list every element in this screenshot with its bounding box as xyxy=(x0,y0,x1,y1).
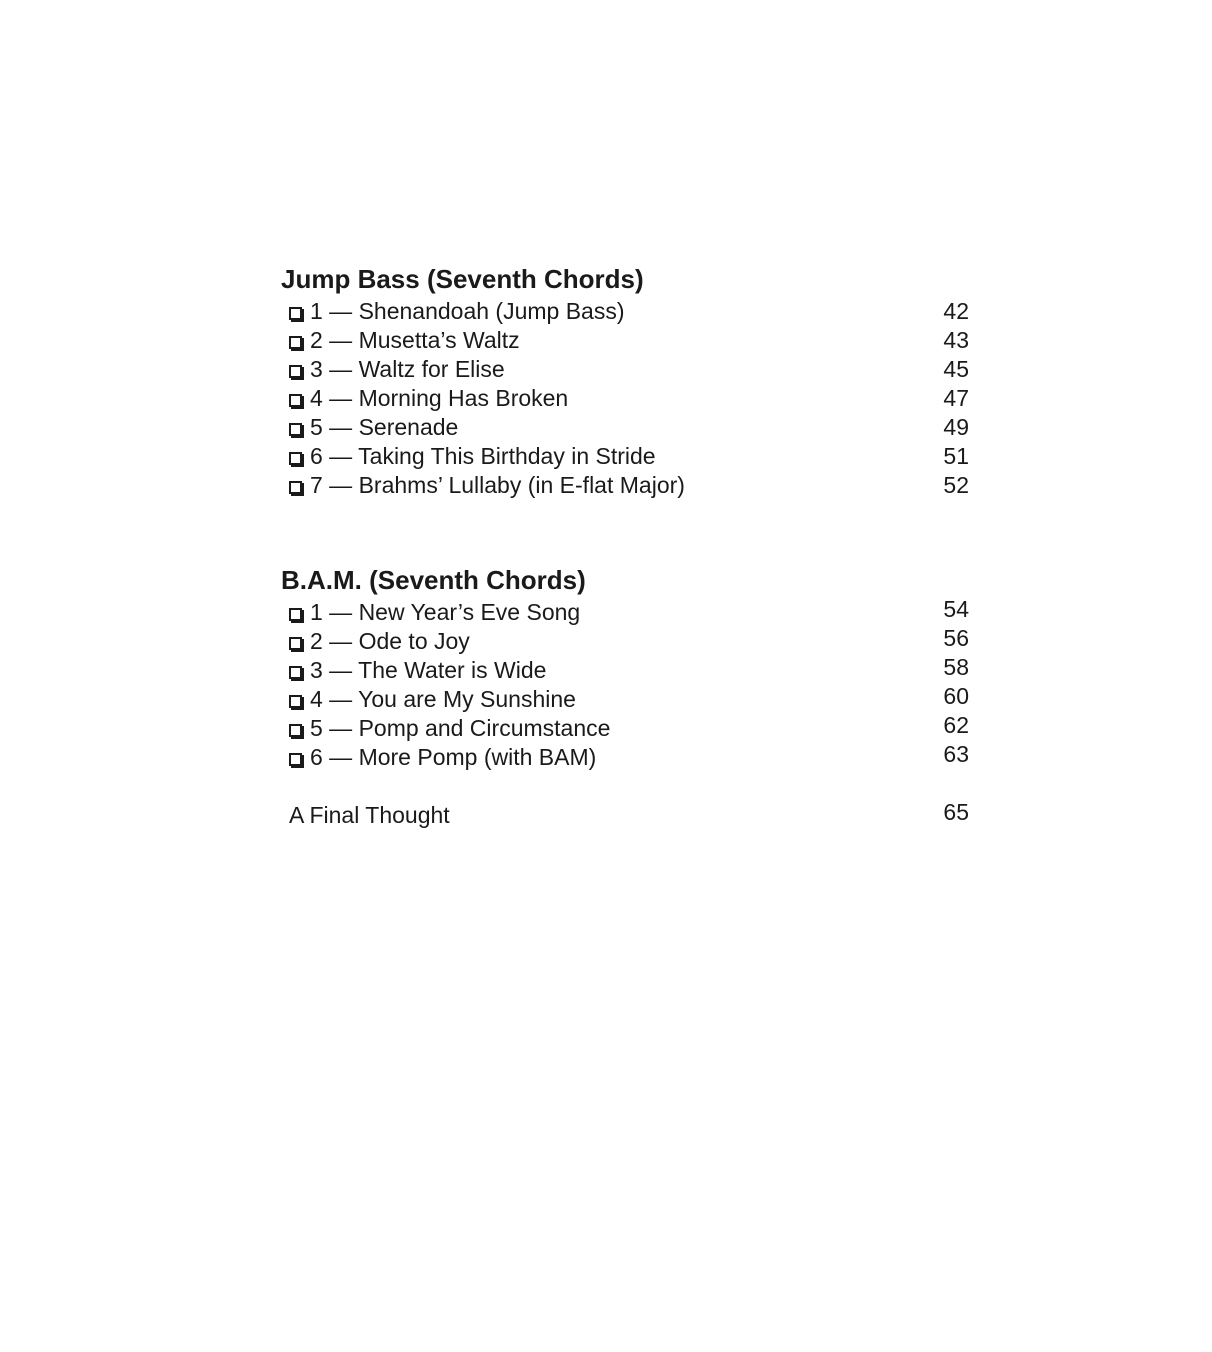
entry-label-wrap xyxy=(289,471,685,500)
entry-title: 5 — Pomp and Circumstance xyxy=(310,715,611,741)
entry-page-number: 42 xyxy=(943,298,969,324)
entry-label-wrap xyxy=(289,714,610,743)
toc-entry xyxy=(281,656,971,685)
entry-title: 5 — Serenade xyxy=(310,414,459,440)
entry-title: 2 — Musetta’s Waltz xyxy=(310,327,520,353)
entry-page-number: 62 xyxy=(943,712,969,738)
toc-entry xyxy=(281,297,971,326)
toc-section-bam xyxy=(281,565,971,772)
toc-entry xyxy=(281,326,971,355)
entry-title: A Final Thought xyxy=(289,802,450,828)
checkbox-icon[interactable] xyxy=(289,394,302,407)
toc-entry xyxy=(281,413,971,442)
checkbox-icon[interactable] xyxy=(289,452,302,465)
entry-title: 7 — Brahms’ Lullaby (in E-flat Major) xyxy=(310,472,685,498)
checkbox-icon[interactable] xyxy=(289,423,302,436)
section-title: Jump Bass (Seventh Chords) xyxy=(281,264,644,294)
entry-title: 2 — Ode to Joy xyxy=(310,628,470,654)
entry-title: 1 — New Year’s Eve Song xyxy=(310,599,581,625)
checkbox-icon[interactable] xyxy=(289,637,302,650)
toc-final-thought xyxy=(281,801,971,830)
toc-entry xyxy=(281,471,971,500)
entry-page-number: 45 xyxy=(943,356,969,382)
toc-entry xyxy=(281,598,971,627)
entry-page-number: 56 xyxy=(943,625,969,651)
toc-entry xyxy=(281,801,971,830)
entry-page-number: 54 xyxy=(943,596,969,622)
toc-entry xyxy=(281,743,971,772)
entry-label-wrap xyxy=(289,355,505,384)
entry-label-wrap xyxy=(289,326,520,355)
checkbox-icon[interactable] xyxy=(289,307,302,320)
entry-page-number: 47 xyxy=(943,385,969,411)
entry-label-wrap xyxy=(289,297,625,326)
entry-page-number: 65 xyxy=(943,799,969,825)
toc-entry xyxy=(281,384,971,413)
checkbox-icon[interactable] xyxy=(289,336,302,349)
entry-title: 6 — More Pomp (with BAM) xyxy=(310,744,597,770)
entry-page-number: 58 xyxy=(943,654,969,680)
entry-title: 4 — Morning Has Broken xyxy=(310,385,569,411)
entry-label-wrap xyxy=(289,627,470,656)
entry-label-wrap xyxy=(289,598,580,627)
toc-entry xyxy=(281,685,971,714)
entry-page-number: 63 xyxy=(943,741,969,767)
toc-section-jump-bass xyxy=(281,264,971,500)
checkbox-icon[interactable] xyxy=(289,481,302,494)
toc-entry xyxy=(281,627,971,656)
entry-title: 3 — Waltz for Elise xyxy=(310,356,505,382)
checkbox-icon[interactable] xyxy=(289,666,302,679)
entry-page-number: 51 xyxy=(943,443,969,469)
entry-title: 6 — Taking This Birthday in Stride xyxy=(310,443,656,469)
entry-label-wrap xyxy=(289,743,596,772)
entry-label-wrap xyxy=(289,442,656,471)
checkbox-icon[interactable] xyxy=(289,695,302,708)
entry-title: 4 — You are My Sunshine xyxy=(310,686,576,712)
entry-page-number: 60 xyxy=(943,683,969,709)
toc-entry xyxy=(281,355,971,384)
entry-page-number: 43 xyxy=(943,327,969,353)
section-title: B.A.M. (Seventh Chords) xyxy=(281,565,586,595)
entry-page-number: 52 xyxy=(943,472,969,498)
checkbox-icon[interactable] xyxy=(289,724,302,737)
entry-label-wrap xyxy=(289,384,568,413)
entry-label-wrap xyxy=(289,413,458,442)
toc-entry xyxy=(281,442,971,471)
checkbox-icon[interactable] xyxy=(289,753,302,766)
checkbox-icon[interactable] xyxy=(289,365,302,378)
entry-title: 1 — Shenandoah (Jump Bass) xyxy=(310,298,625,324)
entry-label-wrap xyxy=(289,685,576,714)
entry-title: 3 — The Water is Wide xyxy=(310,657,547,683)
entry-page-number: 49 xyxy=(943,414,969,440)
entry-label-wrap xyxy=(289,656,546,685)
toc-entry xyxy=(281,714,971,743)
checkbox-icon[interactable] xyxy=(289,608,302,621)
